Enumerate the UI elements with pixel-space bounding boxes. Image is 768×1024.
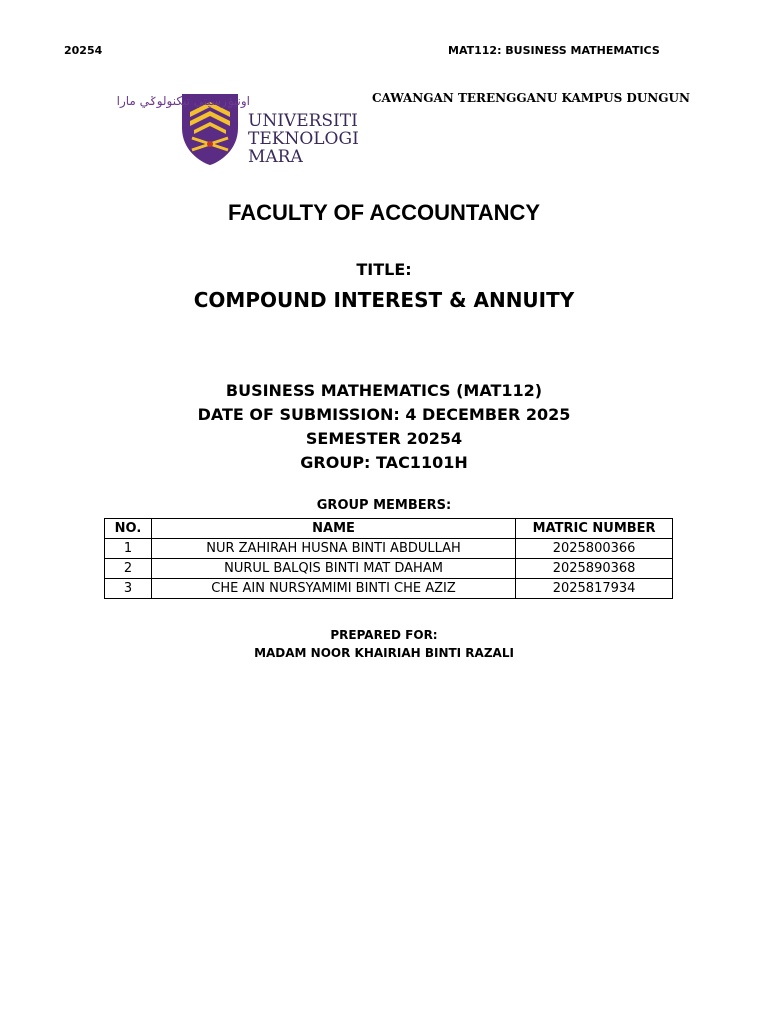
member-no: 1	[105, 539, 152, 559]
col-no-header: NO.	[105, 519, 152, 539]
course-name: BUSINESS MATHEMATICS (MAT112)	[225, 381, 543, 400]
faculty-title: FACULTY OF ACCOUNTANCY	[227, 200, 541, 225]
members-table	[104, 518, 673, 599]
member-matric: 2025800366	[516, 539, 673, 559]
lecturer-name: MADAM NOOR KHAIRIAH BINTI RAZALI	[254, 646, 514, 660]
logo-line1: UNIVERSITI	[248, 111, 358, 131]
member-name: NURUL BALQIS BINTI MAT DAHAM	[151, 559, 515, 579]
member-name: NUR ZAHIRAH HUSNA BINTI ABDULLAH	[151, 539, 515, 559]
member-matric: 2025890368	[516, 559, 673, 579]
report-title: COMPOUND INTEREST & ANNUITY	[193, 288, 575, 312]
prepared-for-label: PREPARED FOR:	[330, 628, 438, 642]
logo-line2: TEKNOLOGI	[248, 129, 359, 149]
group-code: GROUP: TAC1101H	[300, 453, 468, 472]
member-matric: 2025817934	[516, 579, 673, 599]
campus-name: CAWANGAN TERENGGANU KAMPUS DUNGUN	[372, 91, 690, 105]
logo-jawi: اونيۏرسيتي تيكنولوݢي مارا	[116, 94, 250, 108]
semester: SEMESTER 20254	[305, 429, 463, 448]
title-label: TITLE:	[356, 260, 412, 279]
members-label: GROUP MEMBERS:	[316, 498, 452, 513]
logo-line3: MARA	[248, 147, 303, 167]
member-name: CHE AIN NURSYAMIMI BINTI CHE AZIZ	[151, 579, 515, 599]
col-name-header: NAME	[151, 519, 515, 539]
col-matric-header: MATRIC NUMBER	[516, 519, 673, 539]
header-semester: 20254	[64, 44, 103, 57]
submission-date: DATE OF SUBMISSION: 4 DECEMBER 2025	[197, 405, 571, 424]
table-row	[105, 539, 673, 559]
header-course: MAT112: BUSINESS MATHEMATICS	[448, 44, 660, 57]
member-no: 2	[105, 559, 152, 579]
member-no: 3	[105, 579, 152, 599]
table-row	[105, 559, 673, 579]
uitm-logo	[116, 92, 360, 167]
table-header-row	[105, 519, 673, 539]
course-info	[0, 379, 768, 475]
table-row	[105, 579, 673, 599]
